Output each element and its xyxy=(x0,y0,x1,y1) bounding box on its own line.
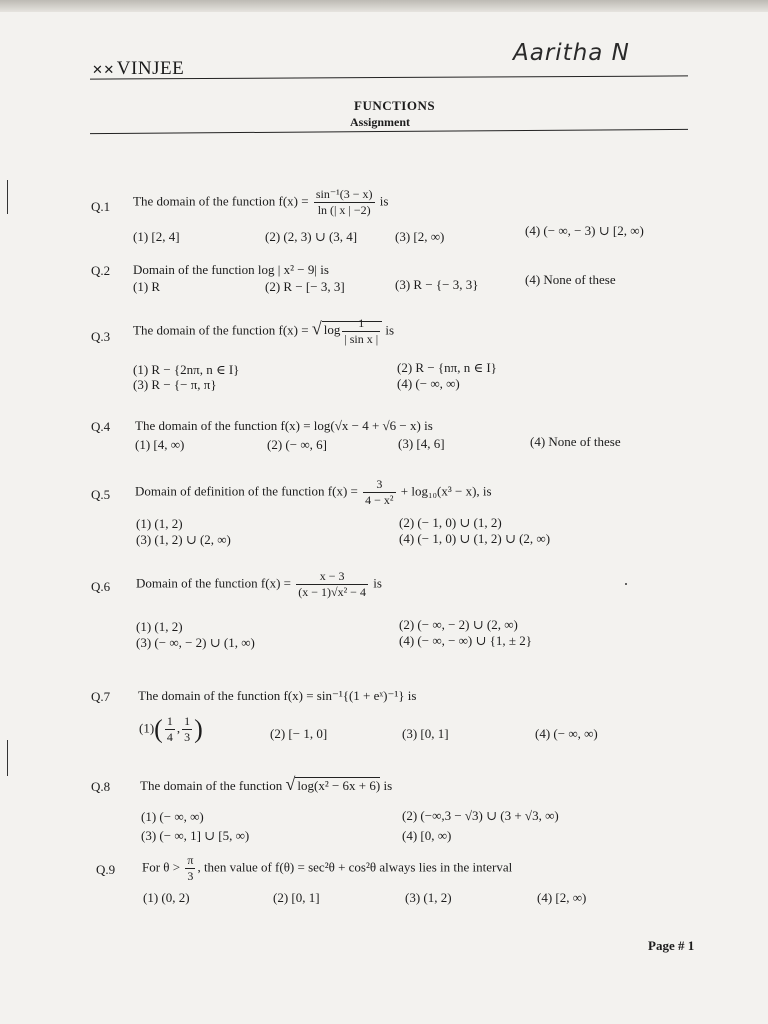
brand-logo xyxy=(92,58,184,80)
radicand: log $\frac{1}{\text{| sin x |}}$ xyxy=(322,321,382,337)
fraction: $\frac{x - 3}{\text{(x − 1)√x² − 4}}$ xyxy=(298,569,366,599)
option: (3) R − {− 3, 3} xyxy=(395,277,479,292)
option: (4) (− ∞, ∞) xyxy=(397,376,460,391)
sheet-title: FUNCTIONS xyxy=(354,98,436,113)
fraction: $\frac{1}{4}$ xyxy=(166,714,173,744)
question-text: Domain of the function log | x² − 9| is xyxy=(133,262,329,277)
option: (1) R − {2nπ, n ∈ I} xyxy=(133,362,240,377)
question-text: The domain of the function f(x) = $\frac{\text{sin⁻¹(3 − x)}}{\ln (| x | -2)}$ is xyxy=(133,187,389,217)
option: (1) [2, 4] xyxy=(133,229,180,244)
option: (1) (− ∞, ∞) xyxy=(141,809,204,824)
option: (2) R − [− 3, 3] xyxy=(265,279,345,294)
question-text: Domain of definition of the function f(x) = $\frac{3}{\text{4 − x²}}$ + log₁₀(x³ − x), is xyxy=(135,477,492,507)
option: (2) [0, 1] xyxy=(273,890,320,905)
option: (3) (1, 2) ∪ (2, ∞) xyxy=(136,532,231,547)
question-number: Q.9 xyxy=(96,862,116,877)
option: (2) (− 1, 0) ∪ (1, 2) xyxy=(399,515,502,530)
logo-text: VINJEE xyxy=(116,58,185,79)
question-number: Q.3 xyxy=(91,329,111,344)
option: (3) (1, 2) xyxy=(405,890,452,905)
question-number: Q.6 xyxy=(91,579,111,594)
option: (1) (1, 2) xyxy=(136,619,183,634)
question-text: Domain of the function f(x) = $\frac{x - 3}{\text{(x − 1)√x² − 4}}$ is xyxy=(136,569,382,599)
margin-mark-bottom xyxy=(7,740,8,776)
question-number: Q.4 xyxy=(91,419,111,434)
question-number: Q.2 xyxy=(91,263,111,278)
question-text: The domain of the function f(x) = √ log $\frac{1}{\text{| sin x |}}$ is xyxy=(133,316,395,346)
logo-mark-icon: ✕✕ xyxy=(92,62,115,77)
option: (2) (− ∞, 6] xyxy=(267,437,327,452)
option: (4) None of these xyxy=(530,434,621,449)
option: (2) [− 1, 0] xyxy=(270,726,328,741)
left-paren-icon: ( xyxy=(154,714,163,744)
margin-mark-top xyxy=(7,180,8,214)
option: (4) (− ∞, ∞) xyxy=(535,726,598,741)
question-text: The domain of the function √ log(x² − 6x + 6) is xyxy=(140,774,393,794)
option: (2) (−∞,3 − √3) ∪ (3 + √3, ∞) xyxy=(402,808,559,823)
question-text: The domain of the function f(x) = log(√x − 4 + √6 − x) is xyxy=(135,418,433,433)
option: (4) (− 1, 0) ∪ (1, 2) ∪ (2, ∞) xyxy=(399,531,551,546)
question-number: Q.1 xyxy=(91,199,111,214)
option: (1) (1, 2) xyxy=(136,516,183,531)
option: (4) [2, ∞) xyxy=(537,890,587,905)
question-text: For θ > $\frac{\pi}{3}$ , then value of f(θ) = sec²θ + cos²θ always lies in the interval xyxy=(142,853,513,883)
option: (2) (2, 3) ∪ (3, 4] xyxy=(265,229,358,244)
option: (2) (− ∞, − 2) ∪ (2, ∞) xyxy=(399,617,518,632)
scan-edge-strip xyxy=(0,0,768,12)
radicand: log(x² − 6x + 6) xyxy=(297,778,381,793)
question-text: The domain of the function f(x) = sin⁻¹{(1 + eˣ)⁻¹} is xyxy=(138,688,417,703)
option: (3) [2, ∞) xyxy=(395,229,445,244)
option: (4) [0, ∞) xyxy=(402,828,452,843)
option: (1) (0, 2) xyxy=(143,890,190,905)
option: (4) None of these xyxy=(525,272,616,287)
right-paren-icon: ) xyxy=(194,714,203,744)
option: (2) R − {nπ, n ∈ I} xyxy=(397,360,497,375)
option: (1) R xyxy=(133,279,161,294)
option: (1) [4, ∞) xyxy=(135,437,185,452)
option: (3) (− ∞, − 2) ∪ (1, ∞) xyxy=(136,635,255,650)
option: (1)( $\frac{1}{4}$ , $\frac{1}{3}$ ) xyxy=(139,714,203,744)
option: (3) R − {− π, π} xyxy=(133,377,217,392)
option: (3) [0, 1] xyxy=(402,726,449,741)
fraction: $\frac{3}{\text{4 − x²}}$ xyxy=(365,477,394,507)
stray-dot xyxy=(625,583,627,585)
question-number: Q.7 xyxy=(91,689,111,704)
handwritten-name: Aaritha N xyxy=(513,40,630,66)
fraction: $\frac{1}{\text{| sin x |}}$ xyxy=(344,316,379,346)
option: (4) (− ∞, − ∞) ∪ {1, ± 2} xyxy=(399,633,533,648)
option: (3) (− ∞, 1] ∪ [5, ∞) xyxy=(141,828,250,843)
question-number: Q.5 xyxy=(91,487,111,502)
fraction: $\frac{\pi}{3}$ xyxy=(187,853,194,883)
option: (3) [4, 6] xyxy=(398,436,445,451)
fraction: $\frac{\text{sin⁻¹(3 − x)}}{\ln (| x | -2)}$ xyxy=(315,187,373,217)
radical-icon: √ xyxy=(285,774,296,794)
fraction: $\frac{1}{3}$ xyxy=(184,714,191,744)
sheet-subtitle: Assignment xyxy=(350,115,411,129)
option: (4) (− ∞, − 3) ∪ [2, ∞) xyxy=(525,223,644,238)
radical-icon: √ xyxy=(311,318,322,339)
question-number: Q.8 xyxy=(91,779,111,794)
page-number: Page # 1 xyxy=(648,938,695,953)
